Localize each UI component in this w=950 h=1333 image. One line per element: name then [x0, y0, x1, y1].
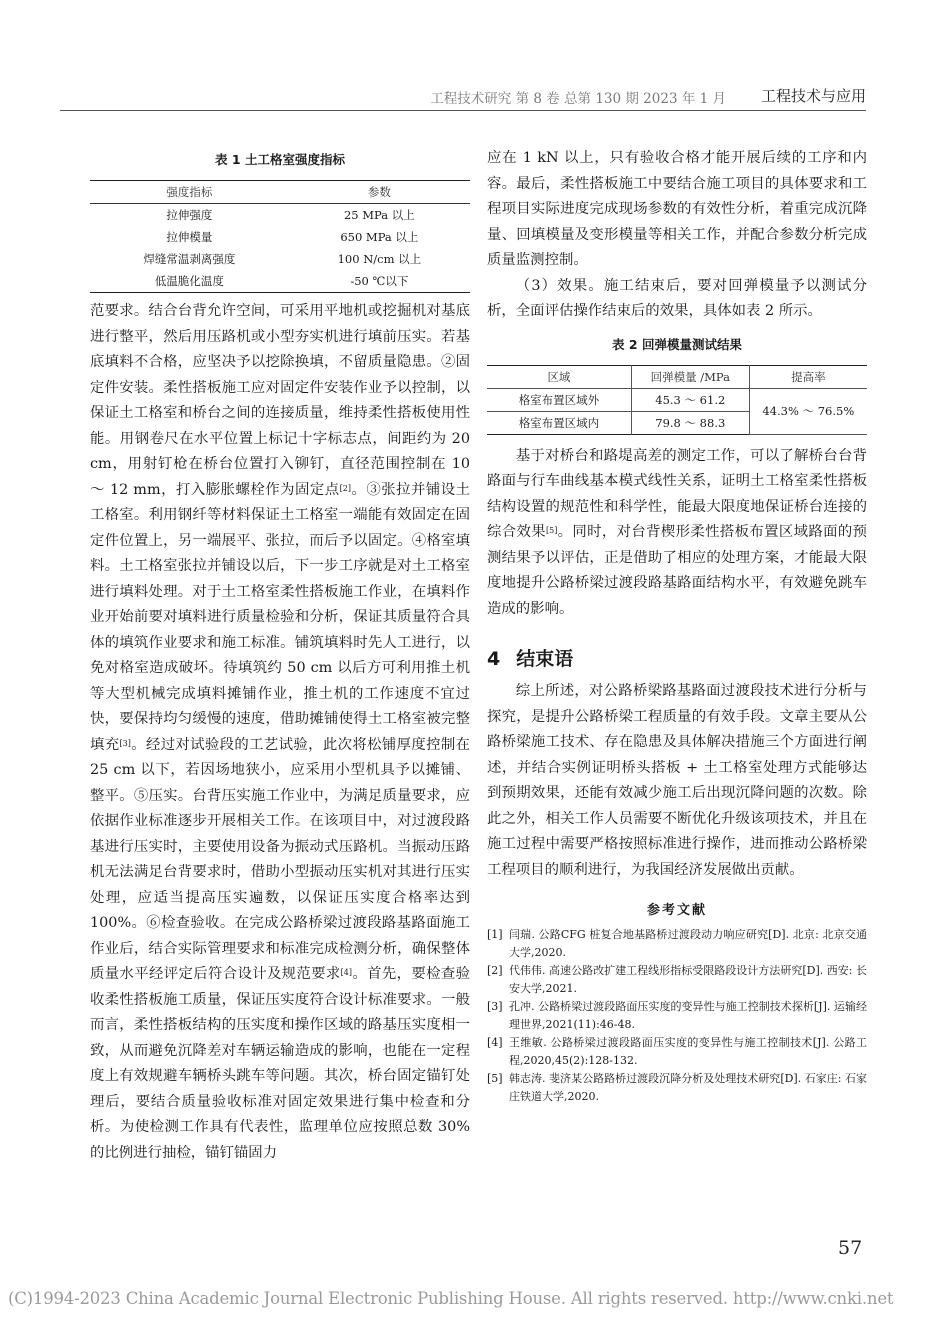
table2-header-row	[487, 365, 867, 388]
table1	[90, 180, 470, 293]
reference-item	[487, 962, 867, 998]
body-paragraph: 综上所述，对公路桥梁路基路面过渡段技术进行分析与探究，是提升公路桥梁工程质量的有效手段。文章主要从公路桥梁施工技术、存在隐患及具体解决措施三个方面进行阐述，并结合实例证明桥头搭板 + 土工格室处理方式能够达到预期效果，还能有效减少施工后出现沉降问题的次数。除此之外，相关工作人员需要不断优化升级该项技术，并且在施工过程中需要严格按照标准进行操作，进而推动公路桥梁工程项目的顺利进行，为我国经济发展做出贡献。	[487, 683, 867, 878]
table-row	[90, 270, 470, 293]
table-row	[90, 248, 470, 270]
section-number: 4	[487, 648, 501, 670]
text-run: 。经过对试验段的工艺试验，此次将松铺厚度控制在 25 cm 以下，若因场地狭小，应采用小型机具予以摊铺、整平。⑤压实。台背压实施工作业中，为满足质量要求，应依据作业标准逐步开展相关工作。在该项目中，对过渡段路基进行压实时，主要使用设备为振动式压路机。当振动压路机无法满足台背要求时，借助小型振动压实机对其进行压实处理，应适当提高压实遍数，以保证压实度合格率达到 100%。⑥检查验收。在完成公路桥梁过渡段路基路面施工作业后，结合实际管理要求和标准完成检测分析，确保整体质量水平经评定后符合设计及规范要求	[90, 736, 470, 982]
reference-item	[487, 1070, 867, 1106]
reference-text: 闫瑞. 公路CFG 桩复合地基路桥过渡段动力响应研究[D]. 北京: 北京交通大学,2020.	[509, 928, 867, 959]
reference-item	[487, 998, 867, 1034]
table2	[487, 365, 867, 435]
table-cell: 焊缝常温剥离强度	[143, 252, 236, 266]
citation: [4]	[340, 968, 353, 977]
table1-header-row	[90, 181, 470, 204]
reference-number: [1]	[487, 928, 503, 941]
table-cell: -50 ℃以下	[350, 274, 409, 288]
journal-info: 工程技术研究 第 8 卷 总第 130 期 2023 年 1 月	[430, 91, 726, 107]
table-cell: 格室布置区域内	[487, 411, 631, 434]
reference-text: 孔冲. 公路桥梁过渡段路面压实度的变异性与施工控制技术探析[J]. 运输经理世界,2021(11):46-48.	[509, 1000, 867, 1031]
reference-item	[487, 1034, 867, 1070]
table2-header-cell: 回弹模量 /MPa	[631, 365, 749, 388]
reference-number: [2]	[487, 964, 503, 977]
table1-header-cell: 强度指标	[166, 185, 213, 199]
table-cell: 拉伸模量	[166, 230, 213, 244]
body-paragraph: （3）效果。施工结束后，要对回弹模量予以测试分析，全面评估操作结束后的效果，具体如表 2 所示。	[487, 277, 867, 319]
table1-title: 表 1 土工格室强度指标	[215, 152, 345, 167]
table-cell: 650 MPa 以上	[340, 230, 419, 244]
body-paragraph: 应在 1 kN 以上，只有验收合格才能开展后续的工序和内容。最后，柔性搭板施工中要结合施工项目的具体要求和工程项目实际进度完成现场参数的有效性分析，着重完成沉降量、回填模量及变形模量等相关工作，并配合参数分析完成质量监测控制。	[487, 150, 867, 268]
reference-number: [5]	[487, 1072, 503, 1085]
reference-number: [4]	[487, 1036, 503, 1049]
table-row	[487, 388, 867, 411]
table-cell: 格室布置区域外	[487, 388, 631, 411]
reference-item	[487, 926, 867, 962]
reference-number: [3]	[487, 1000, 503, 1013]
text-run: 。③张拉并铺设土工格室。利用钢纤等材料保证土工格室一端能有效固定在固定件位置上，另一端展平、张拉，而后予以固定。④格室填料。土工格室张拉并铺设以后，下一步工序就是对土工格室进行填料处理。对于土工格室柔性搭板施工作业，在填料作业开始前要对填料进行质量检验和分析，保证其质量符合具体的填筑作业要求和施工标准。铺筑填料时先人工进行，以免对格室造成破坏。待填筑约 50 cm 以后方可利用推土机等大型机械完成填料摊铺作业，推土机的工作速度不宜过快，要保持均匀缓慢的速度，借助摊铺使得土工格室被完整填充	[90, 481, 470, 753]
table-row	[90, 204, 470, 227]
right-column	[487, 146, 867, 1106]
body-paragraph	[90, 299, 470, 1166]
section-heading	[487, 644, 867, 671]
body-paragraph	[487, 444, 867, 623]
table-cell: 低温脆化温度	[154, 274, 224, 288]
table-cell: 拉伸强度	[166, 208, 213, 222]
text-run: 。首先，要检查验收柔性搭板施工质量，保证压实度符合设计标准要求。一般而言，柔性搭板结构的压实度和操作区域的路基压实度相一致，从而避免沉降差对车辆运输造成的影响，也能在一定程度上有效规避车辆桥头跳车等问题。其次，桥台固定锚钉处理后，要结合质量验收标准对固定效果进行集中检查和分析。为使检测工作具有代表性，监理单位应按照总数 30% 的比例进行抽检，锚钉锚固力	[90, 966, 470, 1161]
reference-text: 王维敏. 公路桥梁过渡段路面压实度的变异性与施工控制技术[J]. 公路工程,2020,45(2):128-132.	[509, 1036, 867, 1067]
table-cell: 45.3 ～ 61.2	[631, 388, 749, 411]
table2-title: 表 2 回弹模量测试结果	[612, 336, 742, 352]
citation: [3]	[119, 738, 131, 748]
text-run: 基于对桥台和路堤高差的测定工作，可以了解桥台台背路面与行车曲线基本模式线性关系，证明土工格室柔性搭板结构设置的规范性和科学性，能最大限度地保证桥台连接的综合效果	[487, 447, 867, 540]
citation: [2]	[339, 483, 351, 493]
table1-header-cell: 参数	[367, 185, 391, 199]
table-cell: 25 MPa 以上	[343, 208, 415, 222]
section-title: 结束语	[516, 648, 574, 670]
table-cell-improvement: 44.3% ～ 76.5%	[749, 388, 867, 434]
references-title: 参考文献	[646, 903, 707, 918]
copyright-footer: (C)1994-2023 China Academic Journal Electronic Publishing House. All rights reserved. http://www.cnki.net	[8, 1289, 894, 1308]
text-run: 范要求。结合台背允许空间，可采用平地机或挖掘机对基底进行整平，然后用压路机或小型夯实机进行填前压实。若基底填料不合格，应坚决予以挖除换填，不留质量隐患。②固定件安装。柔性搭板施工应对固定件安装作业予以控制，以保证土工格室和桥台之间的连接质量，维持柔性搭板使用性能。用钢卷尺在水平位置上标记十字标志点，间距约为 20 cm，用射钉枪在桥台位置打入铆钉，直径范围控制在 10 ～ 12 mm，打入膨胀螺栓作为固定点	[90, 303, 470, 498]
left-column	[90, 140, 470, 1166]
section-name: 工程技术与应用	[760, 87, 866, 105]
page-number: 57	[838, 1237, 863, 1259]
table2-header-cell: 区域	[487, 365, 631, 388]
text-run: 。同时，对台背楔形柔性搭板布置区域路面的预测结果予以评估，正是借助了相应的处理方案，才能最大限度地提升公路桥梁过渡段路基路面结构水平，有效避免跳车造成的影响。	[487, 524, 867, 617]
table-cell: 79.8 ～ 88.3	[631, 411, 749, 434]
reference-text: 韩志涛. 斐济某公路路桥过渡段沉降分析及处理技术研究[D]. 石家庄: 石家庄铁道大学,2020.	[509, 1072, 867, 1103]
reference-text: 代伟伟. 高速公路改扩建工程线形指标受限路段设计方法研究[D]. 西安: 长安大学,2021.	[509, 964, 867, 995]
table-cell: 100 N/cm 以上	[337, 252, 422, 266]
table2-header-cell: 提高率	[749, 365, 867, 388]
running-header	[60, 84, 866, 111]
table-row	[90, 226, 470, 248]
citation: [5]	[545, 526, 558, 535]
